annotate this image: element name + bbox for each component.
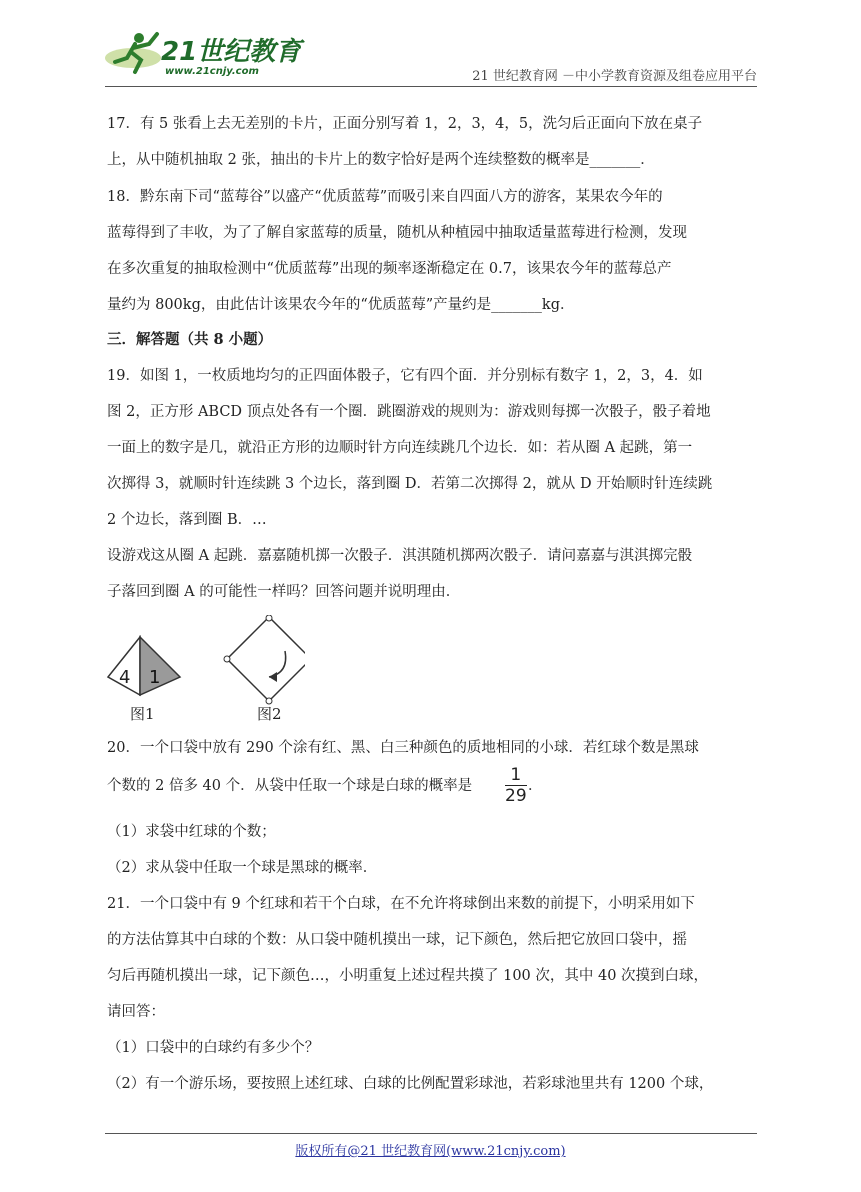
page-header	[105, 20, 757, 86]
q19-line-2: 图 2，正方形 ABCD 顶点处各有一个圈．跳圈游戏的规则为：游戏则每掷一次骰子，骰子着地	[107, 404, 711, 420]
q18-line-3: 在多次重复的抽取检测中“优质蓝莓”出现的频率逐渐稳定在 0.7，该果农今年的蓝莓总产	[107, 261, 672, 277]
q20-line-2: 个数的 2 倍多 40 个．从袋中任取一个球是白球的概率是	[107, 778, 473, 794]
corner-circle-bottom	[266, 698, 272, 704]
q20-line-1: 20．一个口袋中放有 290 个涂有红、黑、白三种颜色的质地相同的小球．若红球个数是黑球	[107, 740, 699, 756]
q18-line-2: 蓝莓得到了丰收，为了了解自家蓝莓的质量，随机从种植园中抽取适量蓝莓进行检测，发现	[107, 225, 687, 241]
corner-circle-top	[266, 615, 272, 621]
site-logo	[105, 28, 305, 78]
q21-line-1: 21．一个口袋中有 9 个红球和若干个白球，在不允许将球倒出来数的前提下，小明采用如下	[107, 896, 695, 912]
logo-text: 21世纪教育	[161, 37, 302, 67]
q20-fraction	[505, 766, 527, 805]
figure-1-label: 图1	[130, 705, 155, 723]
figure-1-tetrahedron	[108, 637, 180, 723]
tetrahedron-face-right-number: 1	[149, 667, 161, 688]
q19-line-1: 19．如图 1，一枚质地均匀的正四面体骰子，它有四个面．并分别标有数字 1，2，3，4．如	[107, 368, 703, 384]
footer-divider	[105, 1133, 757, 1134]
q21-line-3: 匀后再随机摸出一球，记下颜色…，小明重复上述过程共摸了 100 次，其中 40 次摸到白球，	[107, 968, 709, 984]
q21-subquestion-2: （2）有一个游乐场，要按照上述红球、白球的比例配置彩球池，若彩球池里共有 1200 个球，	[107, 1076, 714, 1092]
runner-head-icon	[134, 33, 144, 43]
q21-line-2: 的方法估算其中白球的个数：从口袋中随机摸出一球，记下颜色，然后把它放回口袋中，摇	[107, 932, 687, 948]
logo-url: www.21cnjy.com	[165, 66, 259, 77]
q21-line-4: 请回答：	[107, 1004, 165, 1020]
board-square	[227, 617, 305, 701]
q17-line-1: 17．有 5 张看上去无差别的卡片，正面分别写着 1，2，3，4，5，洗匀后正面向下放在桌子	[107, 116, 703, 132]
fraction-denominator: 29	[505, 786, 527, 806]
q21-subquestion-1: （1）口袋中的白球约有多少个？	[107, 1040, 320, 1056]
arrow-head-icon	[269, 672, 277, 682]
q19-line-3: 一面上的数字是几，就沿正方形的边顺时针方向连续跳几个边长．如：若从圈 A 起跳，第一	[107, 440, 693, 456]
q18-line-4: 量约为 800kg，由此估计该果农今年的“优质蓝莓”产量约是_______kg．	[107, 297, 575, 313]
section-heading: 三．解答题（共 8 小题）	[107, 331, 273, 348]
q19-figures	[105, 615, 305, 725]
corner-circle-left	[224, 656, 230, 662]
footer-copyright-link[interactable]: 版权所有@21 世纪教育网(www.21cnjy.com)	[295, 1144, 566, 1159]
clockwise-arrow-icon	[269, 651, 286, 677]
figure-2-label: 图2	[257, 705, 282, 723]
header-divider	[105, 86, 757, 87]
q19-line-6: 设游戏这从圈 A 起跳．嘉嘉随机掷一次骰子．淇淇随机掷两次骰子．请问嘉嘉与淇淇掷完骰	[107, 548, 693, 564]
q20-subquestion-1: （1）求袋中红球的个数；	[107, 824, 276, 840]
header-site-slogan: 21 世纪教育网 －中小学教育资源及组卷应用平台	[472, 69, 757, 84]
tetrahedron-face-left-number: 4	[119, 667, 131, 688]
q18-line-1: 18．黔东南下司“蓝莓谷”以盛产“优质蓝莓”而吸引来自四面八方的游客，某果农今年的	[107, 189, 663, 205]
q19-line-5: 2 个边长，落到圈 B．…	[107, 512, 267, 528]
q19-line-7: 子落回到圈 A 的可能性一样吗？回答问题并说明理由．	[107, 584, 461, 600]
q20-subquestion-2: （2）求从袋中任取一个球是黑球的概率．	[107, 860, 378, 876]
figure-2-square-board	[224, 615, 305, 723]
q20-period: ．	[528, 778, 543, 794]
fraction-numerator: 1	[510, 765, 522, 785]
q17-line-2: 上，从中随机抽取 2 张，抽出的卡片上的数字恰好是两个连续整数的概率是_______．	[107, 152, 655, 168]
q19-line-4: 次掷得 3，就顺时针连续跳 3 个边长，落到圈 D．若第二次掷得 2，就从 D 开始顺时针连续跳	[107, 476, 713, 492]
